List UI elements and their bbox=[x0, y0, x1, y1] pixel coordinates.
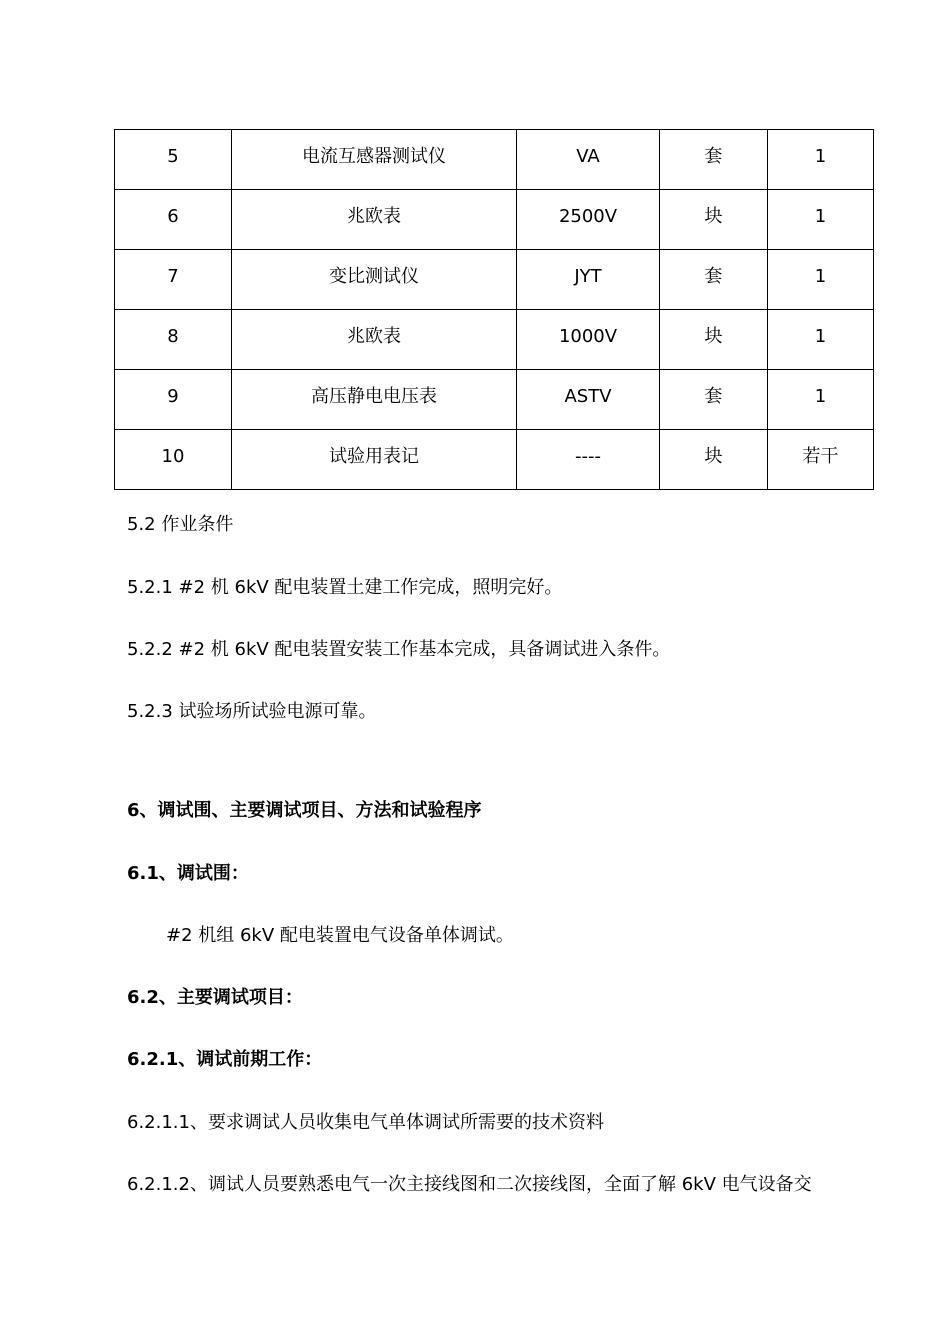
cell-qty: 若干 bbox=[768, 430, 874, 490]
cell-no: 5 bbox=[115, 130, 232, 190]
section-6-1-heading: 6.1、调试围： bbox=[127, 863, 249, 884]
cell-no: 9 bbox=[115, 370, 232, 430]
paragraph-5-2-1: 5.2.1 #2 机 6kV 配电装置土建工作完成，照明完好。 bbox=[127, 577, 563, 598]
paragraph-6-2-1-2: 6.2.1.2、调试人员要熟悉电气一次主接线图和二次接线图，全面了解 6kV 电气设备交 bbox=[127, 1174, 812, 1195]
cell-model: VA bbox=[517, 130, 660, 190]
section-6-2-heading: 6.2、主要调试项目： bbox=[127, 987, 303, 1008]
cell-no: 7 bbox=[115, 250, 232, 310]
cell-no: 10 bbox=[115, 430, 232, 490]
cell-name: 兆欧表 bbox=[232, 190, 517, 250]
cell-no: 8 bbox=[115, 310, 232, 370]
cell-no: 6 bbox=[115, 190, 232, 250]
paragraph-5-2-3: 5.2.3 试验场所试验电源可靠。 bbox=[127, 701, 377, 722]
table-row bbox=[115, 190, 874, 250]
cell-qty: 1 bbox=[768, 370, 874, 430]
cell-unit: 套 bbox=[660, 130, 768, 190]
cell-name: 试验用表记 bbox=[232, 430, 517, 490]
paragraph-5-2-2: 5.2.2 #2 机 6kV 配电装置安装工作基本完成，具备调试进入条件。 bbox=[127, 639, 671, 660]
section-6-2-1-heading: 6.2.1、调试前期工作： bbox=[127, 1049, 323, 1070]
cell-name: 兆欧表 bbox=[232, 310, 517, 370]
section-6-heading: 6、调试围、主要调试项目、方法和试验程序 bbox=[127, 800, 482, 821]
table-row bbox=[115, 370, 874, 430]
cell-unit: 块 bbox=[660, 190, 768, 250]
cell-unit: 块 bbox=[660, 430, 768, 490]
cell-model: 1000V bbox=[517, 310, 660, 370]
section-5-2-heading: 5.2 作业条件 bbox=[127, 514, 234, 535]
table-row bbox=[115, 250, 874, 310]
cell-model: 2500V bbox=[517, 190, 660, 250]
cell-qty: 1 bbox=[768, 310, 874, 370]
cell-qty: 1 bbox=[768, 250, 874, 310]
equipment-table bbox=[114, 129, 874, 490]
table-row bbox=[115, 430, 874, 490]
table-row bbox=[115, 130, 874, 190]
cell-name: 变比测试仪 bbox=[232, 250, 517, 310]
table-row bbox=[115, 310, 874, 370]
cell-model: ---- bbox=[517, 430, 660, 490]
cell-model: ASTV bbox=[517, 370, 660, 430]
cell-model: JYT bbox=[517, 250, 660, 310]
cell-name: 电流互感器测试仪 bbox=[232, 130, 517, 190]
cell-qty: 1 bbox=[768, 190, 874, 250]
paragraph-6-2-1-1: 6.2.1.1、要求调试人员收集电气单体调试所需要的技术资料 bbox=[127, 1112, 604, 1133]
cell-unit: 块 bbox=[660, 310, 768, 370]
cell-qty: 1 bbox=[768, 130, 874, 190]
paragraph-6-1-body: #2 机组 6kV 配电装置电气设备单体调试。 bbox=[166, 925, 514, 946]
cell-unit: 套 bbox=[660, 250, 768, 310]
cell-unit: 套 bbox=[660, 370, 768, 430]
cell-name: 高压静电电压表 bbox=[232, 370, 517, 430]
